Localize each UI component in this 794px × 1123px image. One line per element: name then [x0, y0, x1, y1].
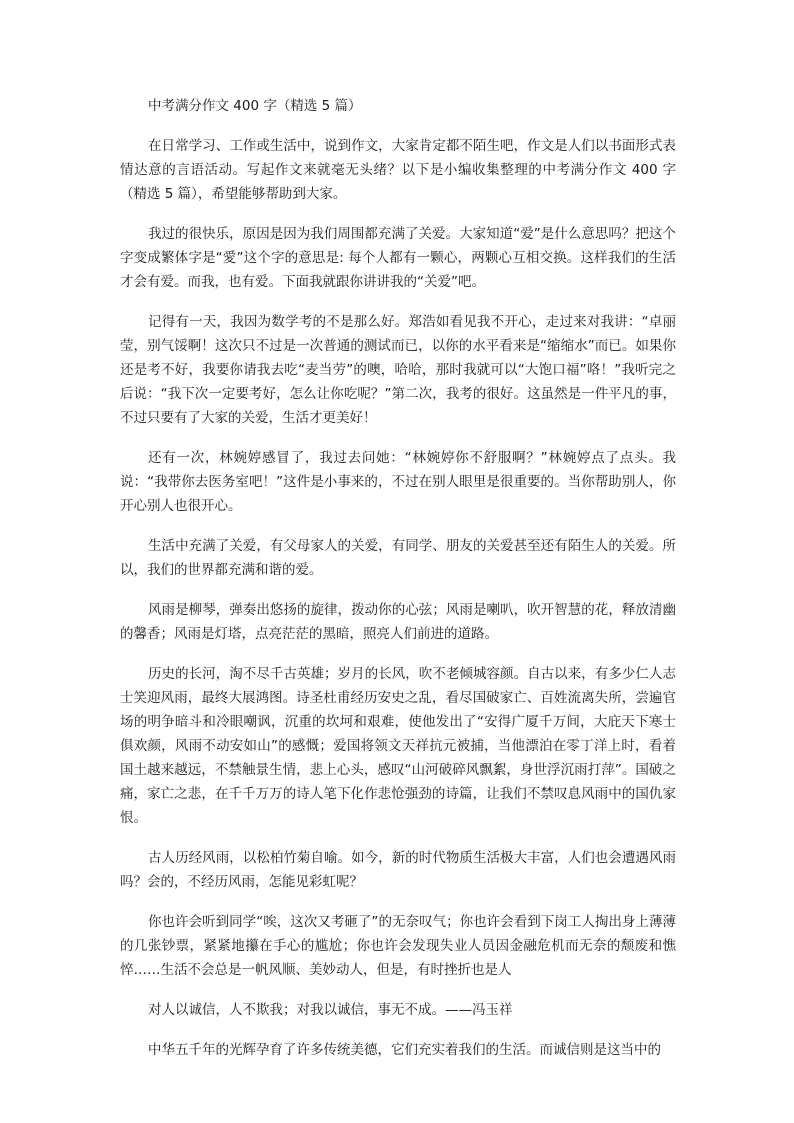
paragraph-quote: 对人以诚信，人不欺我；对我以诚信，事无不成。——冯玉祥 [148, 1002, 513, 1018]
paragraph-intro: 在日常学习、工作或生活中，说到作文，大家肯定都不陌生吧，作文是人们以书面形式表情达意的言语活动。写起作文来就毫无头绪？以下是小编收集整理的中考满分作文 400 字（精选 5 篇），希望能够帮助到大家。 [120, 138, 676, 202]
document-page [120, 94, 676, 1078]
paragraph-love: 我过的很快乐，原因是因为我们周围都充满了关爱。大家知道“爱”是什么意思吗？把这个字变成繁体字是“愛”这个字的意思是: 每个人都有一颗心，两颗心互相交换。这样我们的生活才会有爱。而我，也有爱。下面我就跟你讲讲我的“关爱”吧。 [120, 226, 676, 290]
paragraph-summary: 生活中充满了关爱，有父母家人的关爱，有同学、朋友的关爱甚至还有陌生人的关爱。所以，我们的世界都充满和谐的爱。 [120, 538, 676, 578]
document-title: 中考满分作文 400 字（精选 5 篇） [148, 98, 362, 114]
paragraph-cold: 还有一次，林婉婷感冒了，我过去问她：“林婉婷你不舒服啊？”林婉婷点了点头。我说：“我带你去医务室吧！”这件是小事来的，不过在别人眼里是很重要的。当你帮助别人，你开心别人也很开心。 [120, 450, 676, 514]
paragraph-integrity: 中华五千年的光辉孕育了许多传统美德，它们充实着我们的生活。而诚信则是这当中的 [148, 1042, 661, 1058]
paragraph-history: 历史的长河，淘不尽千古英雄；岁月的长风，吹不老倾城容颜。自古以来，有多少仁人志士笑迎风雨，最终大展鸿图。诗圣杜甫经历安史之乱，看尽国破家亡、百姓流离失所，尝遍官场的明争暗斗和冷眼嘲讽，沉重的坎坷和艰难，使他发出了“安得广厦千万间，大庇天下寒士俱欢颜，风雨不动安如山”的感慨；爱国将领文天祥抗元被捕，当他漂泊在零丁洋上时，看着国土越来越远，不禁触景生情，悲上心头，感叹“山河破碎风飘絮，身世浮沉雨打萍”。国破之痛，家亡之悲，在千千万万的诗人笔下化作悲怆强劲的诗篇，让我们不禁叹息风雨中的国仇家恨。 [120, 666, 676, 826]
paragraph-setbacks: 你也许会听到同学“唉，这次又考砸了”的无奈叹气；你也许会看到下岗工人掏出身上薄薄的几张钞票，紧紧地攥在手心的尴尬；你也许会发现失业人员因金融危机而无奈的颓废和憔悴……生活不会总是一帆风顺、美妙动人，但是，有时挫折也是人 [120, 914, 676, 978]
paragraph-math-test: 记得有一天，我因为数学考的不是那么好。郑浩如看见我不开心，走过来对我讲：“卓丽莹，别气馁啊！这次只不过是一次普通的测试而已，以你的水平看来是“缩缩水”而已。如果你还是考不好，我要你请我去吃“麦当劳”的噢，哈哈，那时我就可以“大饱口福”咯！”我听完之后说：“我下次一定要考好，怎么让你吃呢？”第二次，我考的很好。这虽然是一件平凡的事，不过只要有了大家的关爱，生活才更美好！ [120, 314, 676, 426]
paragraph-wind-rain: 风雨是柳琴，弹奏出悠扬的旋律，拨动你的心弦；风雨是喇叭，吹开智慧的花，释放清幽的馨香；风雨是灯塔，点亮茫茫的黑暗，照亮人们前进的道路。 [120, 602, 676, 642]
paragraph-ancients: 古人历经风雨，以松柏竹菊自喻。如今，新的时代物质生活极大丰富，人们也会遭遇风雨吗？会的，不经历风雨，怎能见彩虹呢？ [120, 850, 676, 890]
